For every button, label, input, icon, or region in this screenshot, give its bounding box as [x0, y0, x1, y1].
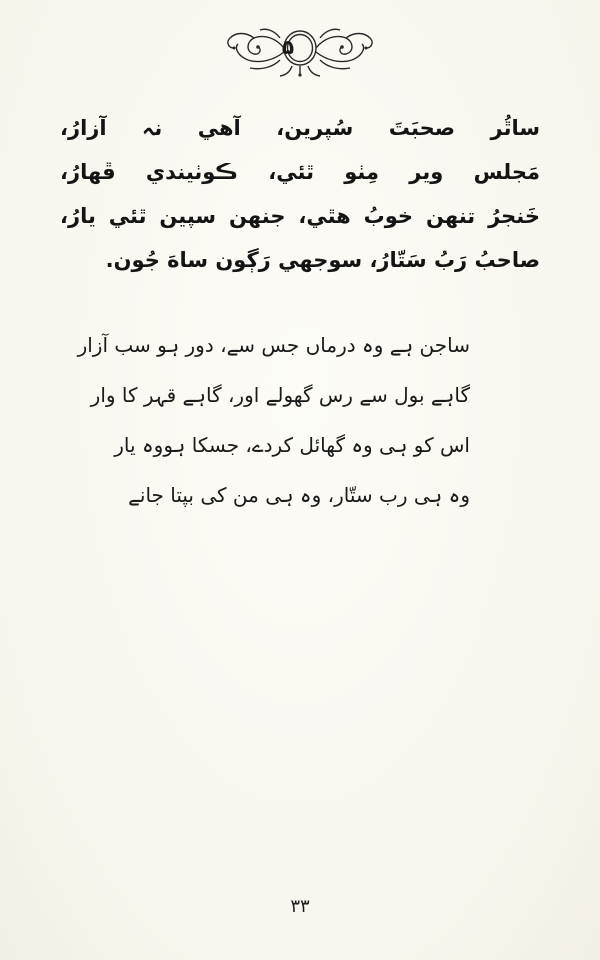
urdu-verse-line: ساجن ہے وہ درماں جس سے، دور ہو سب آزار: [77, 333, 470, 357]
sindhi-verse-line: صاحبُ رَبُ سَتّارُ، سوجهي رَڳون ساهَ جُون.: [105, 248, 540, 272]
verse-number: ۵: [281, 35, 295, 59]
sindhi-verse-line: خَنجرُ تنهن خوبُ هٿي، جنهن سپين ٿئي يارُ،: [60, 204, 540, 228]
sindhi-verse-line: ساٿُر صحبَتَ سُپرين، آهي نہ آزارُ،: [60, 116, 540, 140]
page-number: ۳۳: [290, 896, 310, 917]
urdu-verse-line: وہ ہی رب ستّار، وہ ہی من کی بپتا جانے: [128, 483, 470, 507]
urdu-verse-line: گاہے بول سے رس گھولے اور، گاہے قہر کا وار: [90, 383, 470, 407]
urdu-verse-line: اس کو ہی وہ گھائل کردے، جسکا ہووہ یار: [114, 433, 470, 457]
sindhi-verse-line: مَجلس وير مِٺو ٿئي، ڪوٺيندي ڦهارُ،: [60, 160, 540, 184]
